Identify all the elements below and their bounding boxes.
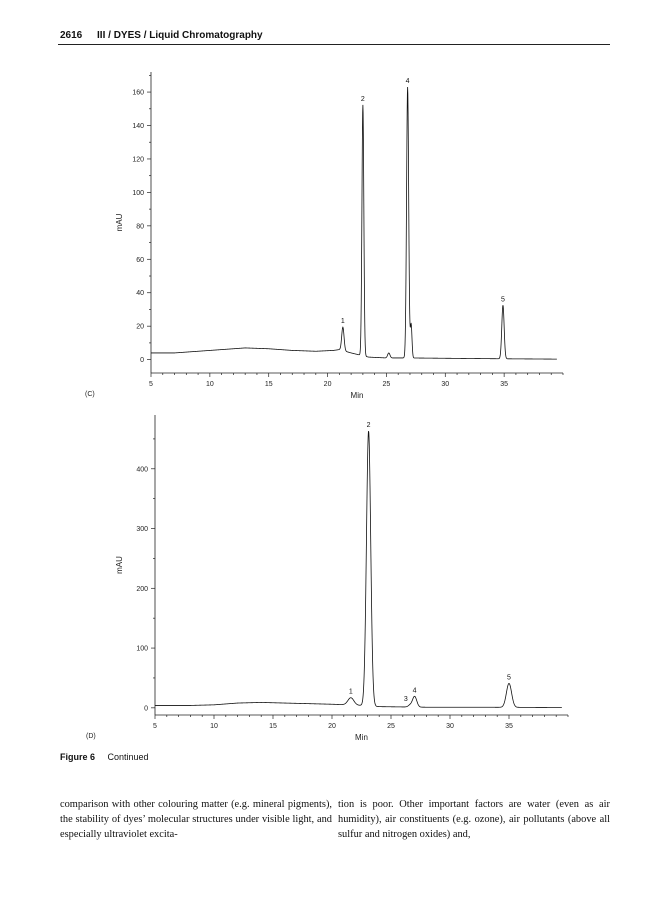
x-tick-label: 10 <box>210 723 218 730</box>
running-head <box>60 30 263 41</box>
peak-label: 5 <box>507 674 511 682</box>
y-tick-label: 100 <box>132 189 144 197</box>
peak-label: 4 <box>412 687 417 695</box>
panel-label: (C) <box>85 391 95 398</box>
y-tick-label: 160 <box>132 89 144 97</box>
x-tick-label: 35 <box>500 381 509 388</box>
y-tick-label: 400 <box>136 466 148 474</box>
page-number: 2616 <box>60 30 83 41</box>
y-tick-label: 20 <box>136 323 144 331</box>
y-axis-title: mAU <box>115 556 124 574</box>
figure-caption-label: Figure 6 <box>60 752 96 762</box>
x-tick-label: 5 <box>153 723 157 730</box>
peak-label: 5 <box>501 296 505 304</box>
x-tick-label: 5 <box>149 381 153 388</box>
panel-label: (D) <box>86 733 96 740</box>
x-tick-label: 25 <box>387 723 395 730</box>
running-title: III / DYES / Liquid Chromatography <box>97 30 263 41</box>
x-tick-label: 20 <box>328 723 336 730</box>
y-tick-label: 80 <box>136 223 144 231</box>
chromatogram-trace <box>151 87 557 359</box>
y-axis-title: mAU <box>115 213 124 232</box>
y-tick-label: 300 <box>136 526 148 534</box>
x-tick-label: 10 <box>205 381 214 388</box>
x-tick-label: 30 <box>446 723 454 730</box>
header-rule <box>58 44 610 45</box>
chromatogram-c <box>0 50 668 410</box>
chromatogram-trace <box>155 431 562 708</box>
y-tick-label: 100 <box>136 645 148 653</box>
y-tick-label: 0 <box>140 357 144 365</box>
body-text-right-column: tion is poor. Other important factors are water (even as air humidity), air constituents (e.g. ozone), air pollutants (above all sulfur and nitrogen oxides) and, <box>338 799 610 840</box>
peak-label: 2 <box>366 422 371 430</box>
y-tick-label: 0 <box>144 705 148 713</box>
figure-caption <box>60 752 149 762</box>
y-tick-label: 140 <box>132 123 144 131</box>
x-axis-title: Min <box>350 391 364 400</box>
peak-label: 4 <box>405 78 410 86</box>
x-tick-label: 35 <box>505 723 513 730</box>
chromatogram-d <box>0 405 668 750</box>
peak-label: 1 <box>340 318 345 326</box>
x-tick-label: 15 <box>264 381 273 388</box>
y-tick-label: 40 <box>136 290 144 298</box>
x-tick-label: 25 <box>382 381 391 388</box>
figure-caption-text: Continued <box>107 752 149 762</box>
x-axis-title: Min <box>355 733 368 742</box>
peak-label: 3 <box>403 696 408 704</box>
x-tick-label: 15 <box>269 723 277 730</box>
x-tick-label: 20 <box>323 381 332 388</box>
body-text-left-column: comparison with other colouring matter (e.g. mineral pigments), the stability of dyes’ molecular structures under visible light, and especially ultraviolet excita- <box>60 799 332 840</box>
y-tick-label: 200 <box>136 585 148 593</box>
y-tick-label: 120 <box>132 156 144 164</box>
peak-label: 2 <box>360 95 365 103</box>
peak-label: 1 <box>348 688 353 696</box>
x-tick-label: 30 <box>441 381 450 388</box>
y-tick-label: 60 <box>136 256 144 264</box>
